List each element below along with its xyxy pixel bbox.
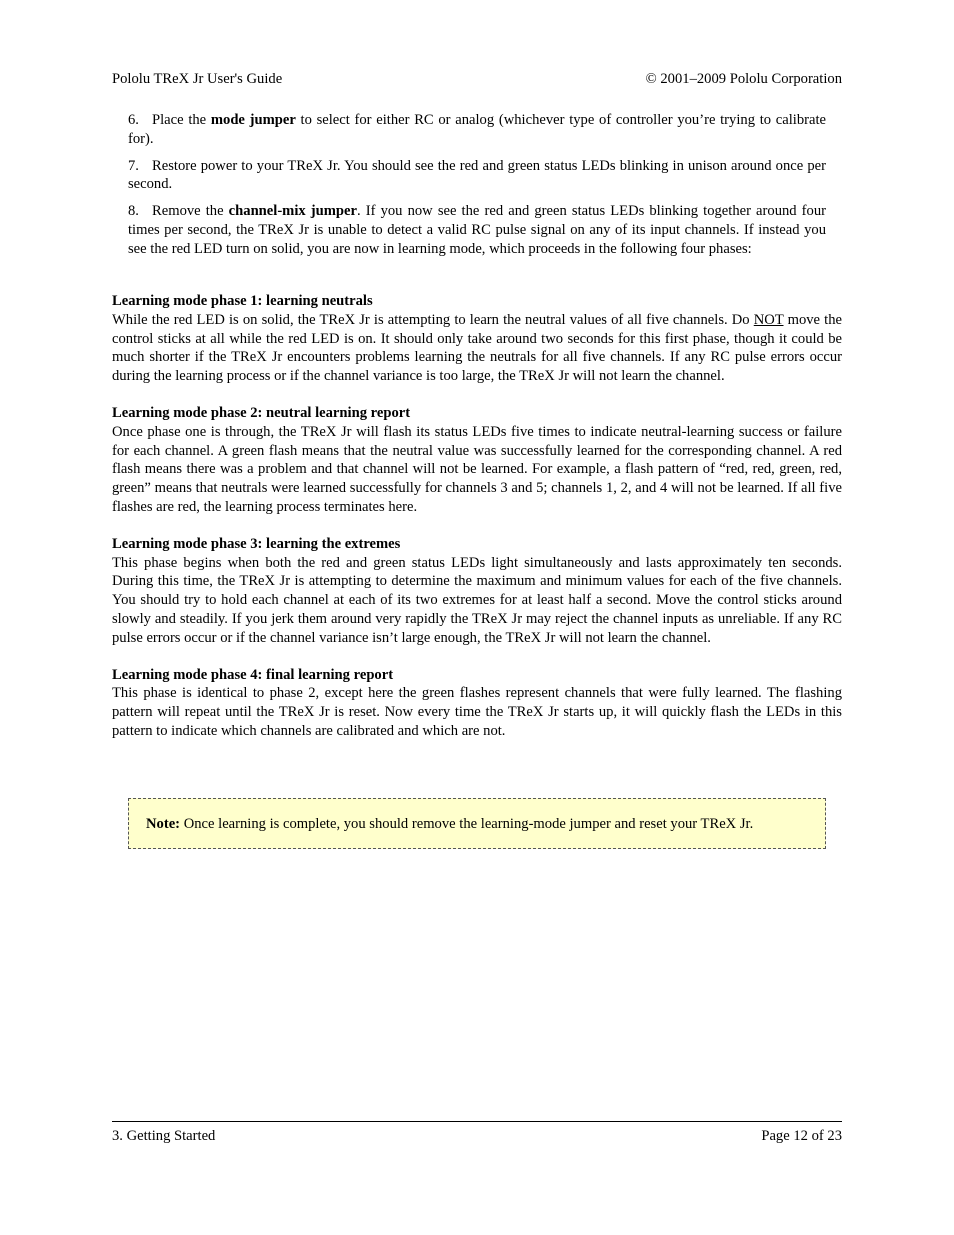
page-footer xyxy=(112,1126,842,1146)
footer-page-number: Page 12 of 23 xyxy=(761,1128,842,1144)
phase-heading: Learning mode phase 2: neutral learning report xyxy=(112,404,411,421)
phase-section xyxy=(112,292,842,386)
page-header xyxy=(112,69,842,89)
phase-heading: Learning mode phase 1: learning neutrals xyxy=(112,293,373,309)
note-box xyxy=(128,798,826,849)
step-bold-term: mode jumper xyxy=(210,112,296,128)
phase-body: This phase begins when both the red and green status LEDs light simultaneously and lasts approximately ten seconds. During this time, the TReX Jr is attempting to determine the maximum and minimum values for each of the five channels. You should try to hold each channel at each of its two extremes for at least half a second. Move the control sticks around slowly and steadily. If you jerk them around very rapidly the TReX Jr may reject the channel inputs as unreliable. If any RC pulse errors occur or if the channel variance isn’t large enough, the TReX Jr will not learn the channel. xyxy=(112,554,842,646)
phase-section xyxy=(112,404,842,517)
phase-section xyxy=(112,666,842,741)
step-item: 8. Remove the channel-mix jumper. If you now see the red and green status LEDs blinking together around four times per second, the TReX Jr is unable to detect a valid RC pulse signal on any of its input channels. If instead you see the red LED turn on solid, you are now in learning mode, which proceeds in the following four phases: xyxy=(128,203,826,257)
header-title: Pololu TReX Jr User's Guide xyxy=(112,71,283,87)
steps-list xyxy=(128,111,826,267)
phase-body: While the red LED is on solid, the TReX Jr is attempting to learn the neutral values of all five channels. Do NOT move the control sticks at all while the red LED is on. It should only take around two seconds for this first phase, though it could be much shorter if the TReX Jr encounters problems learning the neutrals for all five channels. If any RC pulse errors occur during the learning process or if the channel variance is too large, the TReX Jr will not learn the channel. xyxy=(112,311,842,385)
step-item: 7. Restore power to your TReX Jr. You should see the red and green status LEDs blinking in unison around once per second. xyxy=(128,157,826,193)
header-copyright: © 2001–2009 Pololu Corporation xyxy=(645,71,842,87)
footer-chapter: 3. Getting Started xyxy=(112,1128,216,1144)
phase-body: This phase is identical to phase 2, except here the green flashes represent channels that were fully learned. The flashing pattern will repeat until the TReX Jr is reset. Now every time the TReX Jr starts up, it will quickly flash the LEDs in this pattern to indicate which channels are calibrated and which are not. xyxy=(112,685,842,739)
footer-divider xyxy=(112,1121,842,1122)
phase-body: Once phase one is through, the TReX Jr will flash its status LEDs five times to indicate neutral-learning success or failure for each channel. A green flash means that the neutral value was successfully learned for the corresponding channel. A red flash means there was a problem and that channel will not be learned. For example, a flash pattern of “red, red, green, red, green” means that neutrals were learned successfully for channels 3 and 5; channels 1, 2, and 4 will not be learned. If all five flashes are red, the learning process terminates here. xyxy=(112,423,842,515)
step-item: 6. Place the mode jumper to select for either RC or analog (whichever type of controller you’re trying to calibrate for). xyxy=(128,112,826,147)
step-bold-term: channel-mix jumper xyxy=(228,203,358,220)
phase-heading: Learning mode phase 4: final learning report xyxy=(112,666,394,683)
step-number: 8. xyxy=(128,203,139,220)
phase-heading: Learning mode phase 3: learning the extremes xyxy=(112,535,401,552)
note-label: Note: xyxy=(146,815,181,832)
phase-section xyxy=(112,535,842,648)
learning-phases xyxy=(112,292,842,759)
note-text: Note: Once learning is complete, you should remove the learning-mode jumper and reset your TReX Jr. xyxy=(146,815,754,832)
step-number: 7. xyxy=(128,157,139,174)
underlined-emphasis: NOT xyxy=(753,311,784,328)
step-number: 6. xyxy=(128,112,139,128)
